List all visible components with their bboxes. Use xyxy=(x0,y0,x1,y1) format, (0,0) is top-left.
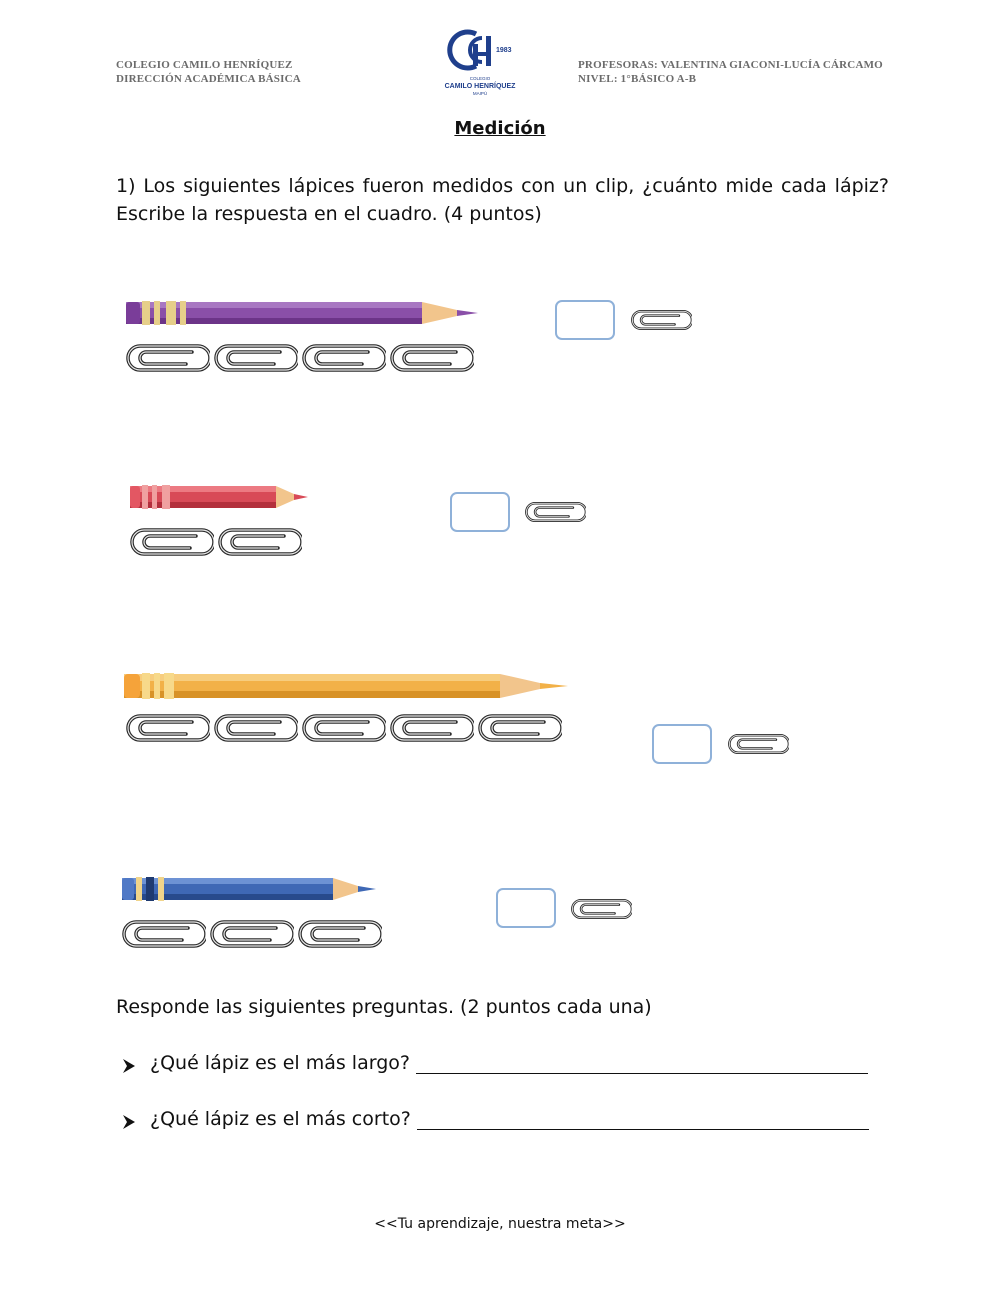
page-title: Medición xyxy=(454,118,546,139)
paper-clip-icon xyxy=(298,710,386,746)
arrow-bullet-icon xyxy=(122,1058,136,1074)
question-1-text: 1) Los siguientes lápices fueron medidos con un clip, ¿cuánto mide cada lápiz? Escribe la respuesta en el cuadro. (4 puntos) xyxy=(116,175,889,225)
answer-box-blue[interactable] xyxy=(496,888,556,928)
clip-unit-icon xyxy=(628,306,692,334)
clip-row-purple xyxy=(122,340,474,380)
paper-clip-icon xyxy=(210,340,298,376)
pencil-body xyxy=(126,301,478,325)
paper-clip-icon xyxy=(298,340,386,376)
clip-unit-icon xyxy=(568,895,632,923)
paper-clip-icon xyxy=(126,524,214,560)
paper-clip-icon xyxy=(118,916,206,952)
grade-level: NIVEL: 1°BÁSICO A-B xyxy=(578,73,697,85)
paper-clip-icon xyxy=(122,710,210,746)
paper-clip-icon xyxy=(206,916,294,952)
paper-clip-icon xyxy=(474,710,562,746)
clip-row-blue xyxy=(118,916,382,956)
footer-motto: <<Tu aprendizaje, nuestra meta>> xyxy=(374,1216,626,1232)
answer-box-orange[interactable] xyxy=(652,724,712,764)
paper-clip-icon xyxy=(122,340,210,376)
paper-clip-icon xyxy=(294,916,382,952)
question-shortest xyxy=(122,1108,869,1130)
clip-row-red xyxy=(126,524,302,564)
logo-name: CAMILO HENRÍQUEZ xyxy=(444,83,516,90)
teachers: PROFESORAS: VALENTINA GIACONI-LUCÍA CÁRCAMO xyxy=(578,59,883,71)
school-name: COLEGIO CAMILO HENRÍQUEZ xyxy=(116,59,293,71)
pencil-orange xyxy=(120,670,572,702)
answer-box-red[interactable] xyxy=(450,492,510,532)
paper-clip-icon xyxy=(214,524,302,560)
department-name: DIRECCIÓN ACADÉMICA BÁSICA xyxy=(116,73,301,85)
logo-year: 1983 xyxy=(496,47,512,54)
questions-intro: Responde las siguientes preguntas. (2 puntos cada una) xyxy=(116,996,652,1018)
pencil-purple xyxy=(122,298,482,328)
answer-box-purple[interactable] xyxy=(555,300,615,340)
paper-clip-icon xyxy=(210,710,298,746)
header-left xyxy=(116,58,301,86)
pencil-blue xyxy=(118,874,382,904)
question-longest xyxy=(122,1052,868,1074)
clip-row-orange xyxy=(122,710,562,750)
question-longest-text: ¿Qué lápiz es el más largo? xyxy=(150,1052,410,1074)
paper-clip-icon xyxy=(386,710,474,746)
header-right xyxy=(578,58,883,86)
answer-line-shortest[interactable] xyxy=(417,1109,869,1130)
logo-place: MAIPÚ xyxy=(472,91,488,96)
clip-unit-icon xyxy=(522,498,586,526)
clip-unit-icon xyxy=(725,730,789,758)
paper-clip-icon xyxy=(386,340,474,376)
arrow-bullet-icon xyxy=(122,1114,136,1130)
pencil-red xyxy=(126,482,312,512)
school-logo xyxy=(430,22,530,100)
question-shortest-text: ¿Qué lápiz es el más corto? xyxy=(150,1108,411,1130)
answer-line-longest[interactable] xyxy=(416,1053,868,1074)
logo-small-text: COLEGIO xyxy=(469,76,491,81)
